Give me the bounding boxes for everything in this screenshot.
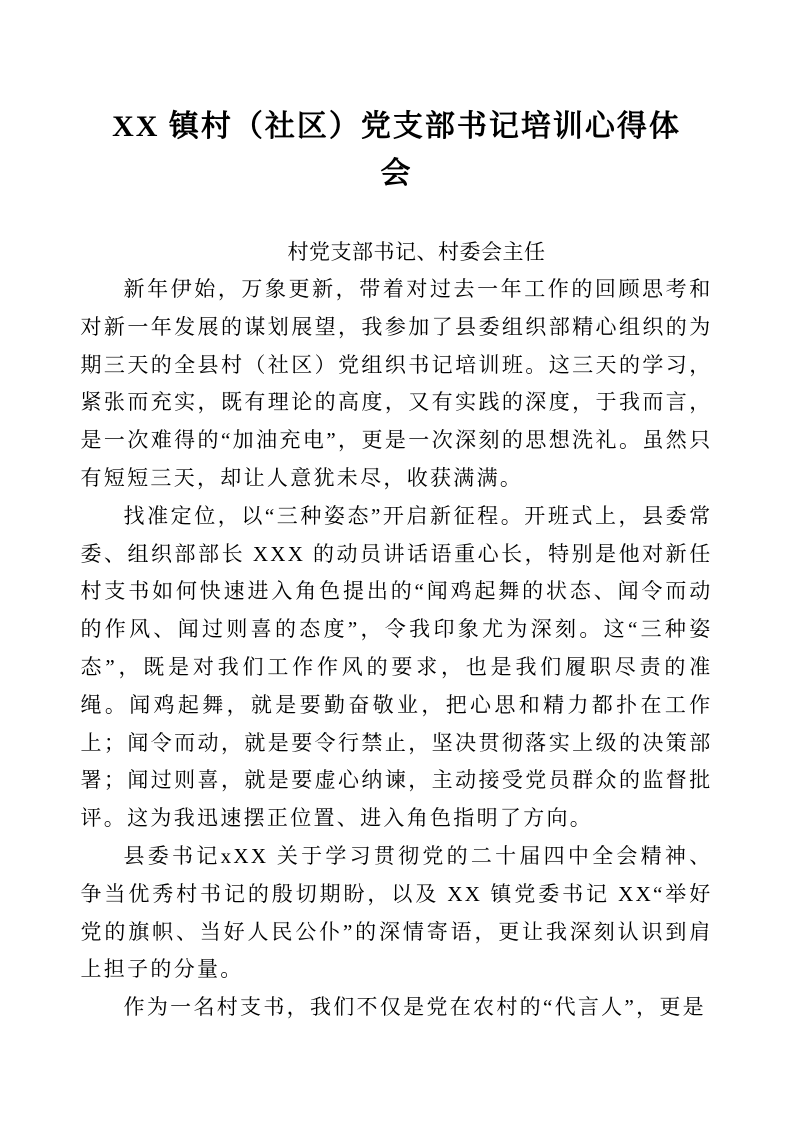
- paragraph-4: 作为一名村支书，我们不仅是党在农村的“代言人”，更是: [123, 995, 706, 1020]
- paragraph-3: 县委书记xXX 关于学习贯彻党的二十届四中全会精神、争当优秀村书记的殷切期盼，以及 XX 镇党委书记 XX“举好党的旗帜、当好人民公仆”的深情寄语，更让我深刻认识到肩上担子的分量。: [80, 843, 713, 982]
- paragraph-2: 找准定位，以“三种姿态”开启新征程。开班式上，县委常委、组织部部长 XXX 的动员讲话语重心长，特别是他对新任村支书如何快速进入角色提出的“闻鸡起舞的状态、闻令而动的作风、闻过则喜的态度”，令我印象尤为深刻。这“三种姿态”，既是对我们工作作风的要求，也是我们履职尽责的准绳。闻鸡起舞，就是要勤奋敬业，把心思和精力都扑在工作上；闻令而动，就是要令行禁止，坚决贯彻落实上级的决策部署；闻过则喜，就是要虚心纳谏，主动接受党员群众的监督批评。这为我迅速摆正位置、进入角色指明了方向。: [80, 503, 713, 831]
- document-title-line-2: 会: [380, 157, 413, 190]
- document-body: [81, 271, 713, 1027]
- paragraph-1: 新年伊始，万象更新，带着对过去一年工作的回顾思考和对新一年发展的谋划展望，我参加了县委组织部精心组织的为期三天的全县村（社区）党组织书记培训班。这三天的学习，紧张而充实，既有理论的高度，又有实践的深度，于我而言，是一次难得的“加油充电”，更是一次深刻的思想洗礼。虽然只有短短三天，却让人意犹未尽，收获满满。: [80, 277, 713, 490]
- document-title: [70, 103, 723, 197]
- byline: 村党支部书记、村委会主任: [287, 240, 546, 264]
- document-title-line-1: XX 镇村（社区）党支部书记培训心得体: [112, 110, 681, 143]
